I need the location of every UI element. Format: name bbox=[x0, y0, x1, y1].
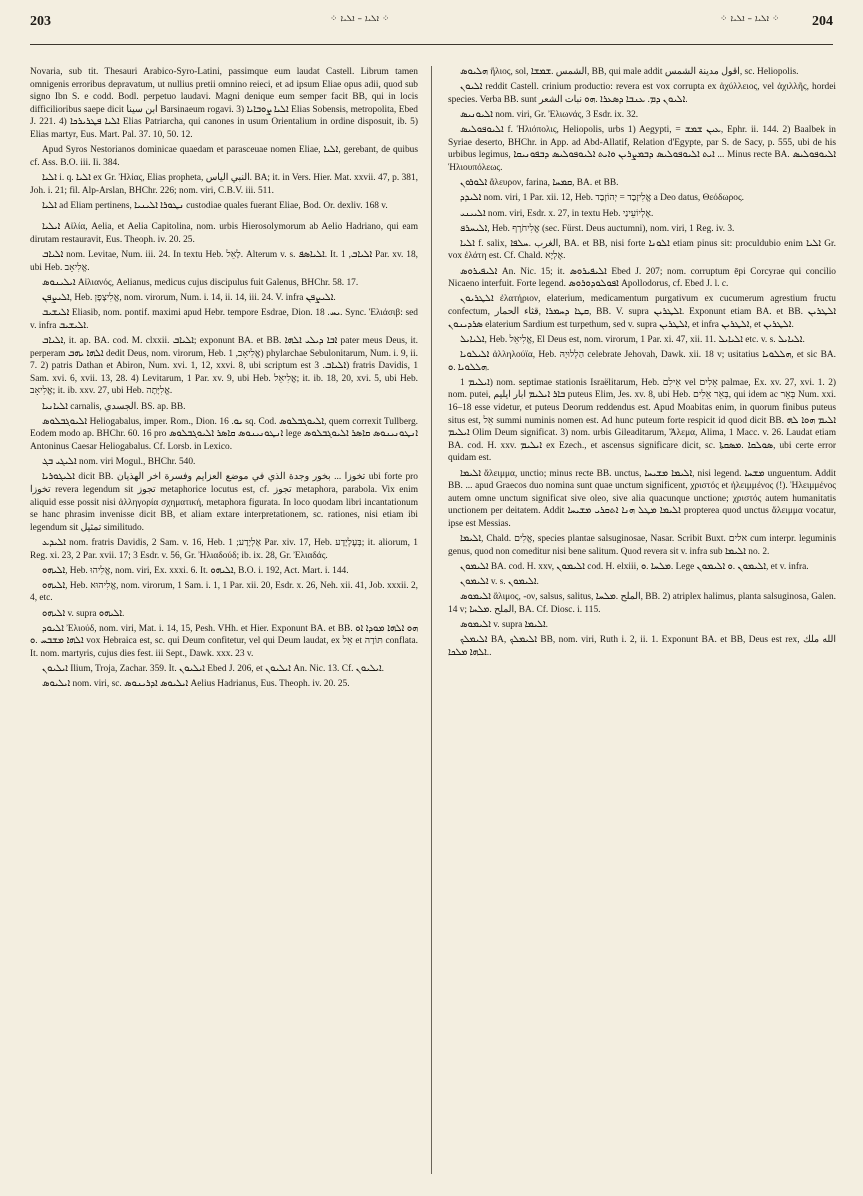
entry: ܐܠܝܓܝ ܒܓ nom. viri Mogul., BHChr. 540. bbox=[42, 457, 196, 468]
column-divider bbox=[431, 66, 432, 1174]
entry: ܐܠܛܪܝܘܢ ἐλατήριον, elaterium, medicamentum purgativum ex cucumerum agrestium fructu confectum, ܩܛܐ ܕܚܡܪܐ ,قثاء الحمار, BB. V. supra ܐܠܛܪܝܢ. Exponunt etiam BA. et BB. ܐܠܛܪܝܢ ܣܪܕܝܢܘܢ elaterium Sardium est turpethum, sed v. supra ܐܠܛܪܝܢ, et infra ܐܠܛܪܝܢ, et ܐܠܛܪܝܢ. bbox=[448, 294, 836, 330]
entry: ܐܠܝܐܝܠ, Heb. אֱלִיאֵל, El Deus est, nom. virorum, 1 Par. xi. 47, xii. 11. ܐܠܝܐܝܠ etc. v. s. ܐܠܝܐܝܠ. bbox=[460, 334, 805, 345]
entry: ܐܠܝܨܦܢ, Heb. אֱלִיצָפָן, nom. virorum, Num. i. 14, ii. 14, iii. 24. V. infra ܐܠܝܨܦܢ. bbox=[42, 293, 336, 304]
entry: ܐܠܝܐܒ nom. Levitae, Num. iii. 24. In textu Heb. לָאֵל. Alterum v. s. ܐܠܝܐܣܦ. It. ܐܠܝܐܒ, 1 Par. xv. 18, ubi Heb. אֱלִיאָב. bbox=[30, 250, 419, 273]
entry: ܐܠܝܐܢܝܐ carnalis, الجسدي. BS. ap. BB. bbox=[42, 401, 186, 412]
entry: ܐܠܝܚܪܦ, Heb. אֱלִיחֹרֶף (sec. Fürst. Deus auctumni), nom. viri, 1 Reg. iv. 3. bbox=[460, 223, 735, 234]
entry: ܐܠܝܕܕ nom. viri, 1 Par. xii. 12, Heb. אֱלִיזָבָד = יְהוֹזָבָד a Deo datus, Θεόδωρος. bbox=[460, 193, 745, 204]
entry: ܐܠܝܘܢܝܣ nom. viri, Gr. Ἐλιωνάς, 3 Esdr. ix. 32. bbox=[460, 109, 639, 120]
entry: ܐܝܠܝܘܢ Ilium, Troja, Zachar. 359. It. ܐܝܠܝܘܢ Ebed J. 206, et ܐܝܠܝܘܢ An. Nic. 13. Cf. ܐܝܠܝܘܢ. bbox=[42, 664, 384, 675]
entry: ܐܠܝܘܦܘܠܝܣ f. Ἡλιόπολις, Heliopolis, urbs 1) Aegypti, = ܥܝܢ ܫܡܫ, Ephr. ii. 144. 2) Baalbek in Syriae deserto, BHChr. in App. ad Abd-Allatif, Relation d'Egypte, par S. de Sacy, p. 555, ubi de his urbibus legimus, ܐܝܬ ܐܠܝܘܦܘܠܝܣ ܕܒܡܨܪܝܢ ܘܐܝܬ ܐܠܝܘܦܘܠܝܣ ܕܒܦܘܢܝܩܐ ... Minus recte BA. ܐܠܝܘܦܘܠܝܣ Ἡλιουπόλεως. bbox=[448, 125, 837, 173]
entry: ܐܠܝܡܘܣ ἅλιμος, -ον, salsus, salitus, الملح .ܡܠܚܐ, BB. 2) atriplex halimus, planta salsuginosa, Galen. 14 v; الملح .ܡܠܚܐ, BA. Cf. Diosc. i. 115. bbox=[448, 592, 837, 615]
entry: ܐܠܝܓܘܪܝܐ dicit BB. تخوزا ... بخور وجدة الذي في موضع العزايم وفسرة اخر الهذيان ubi forte pro تخوزا revera legendum sit تجوز metaphorice locutus est, cf. تجوز metaphora, parabola. Vix enim aliquid esse possit nisi ἀλληγορία σχηματική, metaphora figurata. In loco quodam libri incantationum se hanc phrasim invenisse dicit BB, et aliam extare interpretationem, sc. rationes, nisi etiam ibi legendum sit تمثيل similitudo. bbox=[30, 472, 418, 533]
entry: ܐܠܝܡܘܣ v. supra ܐܠܝܡܐ. bbox=[460, 620, 548, 631]
entry: ܐܠܝܗܘ, Heb. אֱלִיהוּא, nom. virorum, 1 Sam. i. 1, 1 Par. xii. 20, Esdr. x. 26, Neh. xii. 41, Job. xxxii. 2, 4, etc. bbox=[30, 580, 419, 604]
entry: ܗܠܝܘܣ ἥλιος, sol, الشمس .ܫܡܫܐ, BB, qui male addit اقول مدينة الشمس, sc. Heliopolis. bbox=[460, 67, 799, 77]
entry: ܐܠܝܦܝܪܘܣ An. Nic. 15; it. ܐܠܝܦܝܪܘܣ Ebed J. 207; nom. corruptum ēpi Corcyrae qui concilio Nicaeno interfuit. Forte legend. ܐܦܘܠܘܕܘܪܘܣ Apollodorus, cf. Ebed J. l. c. bbox=[448, 266, 836, 290]
entry: Apud Syros Nestorianos dominicae quaedam et parasceuae nomen Eliae, ܐܠܝܐ, gerebant, de quibus cf. Ass. B.O. iii. Ii. 384. bbox=[30, 145, 418, 168]
entry: ܐܠܝܐ i. q. ܐܠܝܐ ex Gr. Ἠλίας, Elias propheta, النبي الياس. BA; it. in Vers. Hier. Mat. xxvii. 47, p. 381, Joh. i. 21; fil. Alp-Arslan, BHChr. 226; nom. viri, C.B.V. iii. 511. bbox=[30, 172, 418, 196]
entry: ܐܠܝܘܓܒܠܘܣ Heliogabalus, imper. Rom., Dion. ܝܘ. 16 sq. Cod. ܐܠܝܘܓܒܠܘܣ, quem correxit Tullberg. Eodem modo ap. BHChr. 60. 16 pro ܐܢܛܘܢܝܢܘܣ ܩܐܣܪ ܐܠܝܘܓܒܠܘܣ lege ܐܢܛܘܢܝܢܘܣ ܩܐܣܪ ܐܠܝܘܓܒܠܘܣ Antoninus Caesar Heliogabalus. Cf. Lorsb. in Lexico. bbox=[30, 416, 418, 452]
entry: ܐܠܝܡܐ, Chald. אֱלִים, species plantae salsuginosae, Nasar. Scribit Buxt. אלים cum interpr. leguminis genus, quod non comeditur nisi bene salitum. Quod revera sit v. infra sub ܐܠܝܡܐ no. 2. bbox=[448, 534, 837, 557]
entry: Novaria, sub tit. Thesauri Arabico-Syro-Latini, passimque eum laudat Castell. Librum tamen omnigenis erroribus depravatum, ut nullius pretii omnino reieci, et ad ipsum Eliae opus adii, quod sub signo Ibn S. e codd. Bodl. perpetuo laudavi. Magni denique eum semper facit BB, qui in locis difficilioribus saepe dicit ابن سينا Barsinaeum rogavi. 3) ܐܠܝܐ ܨܘܒܐܝܐ Elias Sobensis, metropolita, Ebed J. 221. 4) ܐܠܝܐ ܦܛܪܝܪܟܐ Elias Patriarcha, qui canones in usum Orientalium in ordine disposuit, ib. 5) Elias martyr, Eus. Mart. Pal. 37. 10, 50. 12. bbox=[30, 67, 418, 140]
entry: ܐܠܝܐ f. salix, الغرب .ܚܠܦܐ, BA. et BB, nisi forte ܐܠܘܢܐ etiam pinus sit: proculdubio enim ܐܠܝܐ Gr. vox ἐλάτη est. Cf. Chald. אֶלְיָא. bbox=[448, 238, 836, 262]
page-header bbox=[30, 14, 833, 38]
entry: ܐܝܠܝܘܣ nom. viri, sc. ܐܝܠܝܘܣ ܐܕܪܝܢܘܣ Aelius Hadrianus, Eus. Theoph. iv. 20. 25. bbox=[42, 679, 350, 690]
right-running-head: ⁘ ܐܠܝܐ – ܐܠܝܐ ⁘ bbox=[720, 14, 780, 24]
entry: ܐܠܝܐܒ, it. ap. BA. cod. M. clxxii. ܐܠܝܐܒ; exponunt BA. et BB. ܐܒܐ ܕܝܠܝ ܐܠܗܐ pater meus Deus, it. perperam ܐܠܗܐ ܝܗܒ dedit Deus, nom. virorum, Heb. אֱלִיאָב, 1) phylarchae Sebulonitarum, Num. i. 9, ii. 7. 2) patris Dathan et Abiron, Num. xvi. 1, 12, xxvi. 8, ubi scriptum est ܐܠܝܐܒ. 3) fratris Davidis, 1 Sam. xvi. 6, xvii. 13, 28. 4) Levitarum, 1 Par. xv. 9, ubi Heb. אֱלִיאֵל; it. ib. 18, 20, xvi. 5, ubi Heb. אֱלִיאָב; it. ib. xxv. 27, ubi Heb. אֱלִיָּתָה. bbox=[30, 336, 419, 397]
entry: ܐܠܝܐ ad Eliam pertinens, ܢܛܘܪܐ ܐܠܝܢܝܐ custodiae quales fuerant Eliae, Bod. Or. dexliv. 168 v. bbox=[42, 200, 388, 211]
entry: ܐܠܝܘܕ Ἐλιούδ, nom. viri, Mat. i. 14, 15, Pesh. VHh. et Hier. Exponunt BA. et BB. ܗܘ ܐܠܗܐ ܡܘܕܐ ܐܘ ܐܠܗܐ ܡܫܒܚ .ܘ vox Hebraica est, sc. qui Deum confitetur, vel qui Deum laudat, ex אֵל et תּוֹדָה conflata. It. nom. martyris, cujus dies fest. iii Sept., Dawk. xxx. 23 v. bbox=[30, 623, 418, 660]
header-rule bbox=[30, 44, 833, 45]
entry: ܐܠܝܘܢ reddit Castell. crinium productio: revera est vox corrupta ex ἀχύλλειος, vel ἀχιλλῆς, hordei species. Verba BB. sunt ܐܠܝܘܢ ܕܡ. ܥܢܒܐ ܕܣܥܪܐ .ܗܘ نبات الشعر. bbox=[448, 82, 836, 105]
entry: ܐܠܝܕܥ nom. fratris Davidis, 2 Sam. v. 16, Heb. אֶלְיָדָע; 1 Par. xiv. 17, Heb. בְּעֶלְיָדָע; it. aliorum, 1 Reg. xi. 23, 2 Par. xvii. 17; 3 Esdr. v. 56, Gr. Ἠλιαδούδ; ib. ix. 28, Gr. Ἐλιαδάς. bbox=[30, 537, 418, 561]
entry: ܐܠܝܡܘܢ v. s. ܐܠܝܡܘܢ. bbox=[460, 577, 539, 588]
entry: ܐܠܝܝܢܝ nom. viri, Esdr. x. 27, in textu Heb. אֶלְיוֹעֵינַי. bbox=[460, 208, 654, 219]
entry: ܐܝܠܝܐ Αἰλία, Aelia, et Aelia Capitolina, nom. urbis Hierosolymorum ab Aelio Hadriano, qui eam dirutam restauravit, Eus. Theoph. iv. 20. 25. bbox=[30, 222, 418, 245]
entry: ܐܠܝܡܘܢ BA. cod. H. xxv, ܐܠܝܡܘܢ cod. H. elxiii, ܡܠܚܐ .ܘ. Lege ܐܠܝܡܘܢ .ܘ ܐܠܝܡܘܢ, et v. infra. bbox=[460, 561, 809, 572]
right-page-number: 204 bbox=[812, 14, 833, 29]
left-running-head: ⁘ ܐܠܝܐ – ܐܠܝܐ ⁘ bbox=[330, 14, 390, 24]
entry: ܐܠܝܡܠܟ BA, ܐܠܝܡܠܟ BB, nom. viri, Ruth i. 2, ii. 1. Exponunt BA. et BB, Deus est rex, الله ملك .ܐܠܗܐ ܡܠܟܐ. bbox=[448, 635, 836, 658]
entry: ܐܠܝܗܘ v. supra ܐܠܝܗܘ. bbox=[42, 608, 125, 619]
entry: ܐܝܠܝܢܘܣ Αἰλιανός, Aelianus, medicus cujus discipulus fuit Galenus, BHChr. 58. 17. bbox=[42, 277, 359, 288]
entry: ܐܝܠܝܡ 1) nom. septimae stationis Israëlitarum, Heb. אֵילִם vel אֵלִים palmae, Ex. xv. 27, xvi. 1. 2) nom. putei, ܒܐܪ ܐܝܠܝܡ ابار ايليم puteus Elim, Jes. xv. 8, ubi Heb. בְּאֵר אֵלִים, qui idem ac בְּאֵר Num. xxi. 16–18 esse videtur, et puteus Deorum reddendus est. Apud Moabitas enim, in quorum finibus puteus situs est, אֵל summi numinis nomen est. Ad hunc puteum forte respicit id quod dicit BB. ܐܠܝܡ ܗܘܐ ܠܗ ܐܝܠܝܡ Olim Deum significat. 3) nom. urbis Gileaditarum, Ἄλεμα, Alima, 1 Macc. v. 26. Laudat etiam BA. cod. H. xxv. ܐܝܠܝܡ ex Ezech., et ascensus significare dicit, sc. ܣܘܠܩܐ .ܡܣܩܬܐ, ubi certe error quidam est. bbox=[448, 377, 837, 464]
entry: ܐܠܝܗܘ, Heb. אֱלִיהוּ, nom. viri, Ex. xxxi. 6. It. ܐܠܝܗܘ, B.O. i. 192, Act. Mart. i. 144. bbox=[42, 565, 349, 576]
entry: ܐܠܝܡܐ ἄλειμμα, unctio; minus recte BB. unctus, ܐܠܝܡܐ ܡܫܝܚܐ, nisi legend. ܡܫܚܐ unguentum. Addit BB. ... apud Graecos duo nomina sunt quae unctum significent, χριστός et ἠλειμμένος (!). Ἠλειμμένος autem omne unctum significat sive oleo, sive alia quacunque unctione; χριστός autem humanitatis unctionem per deitatem. Addit ܐܠܝܡܐ ܡܛܠ ܗܢܐ ܐܬܩܪܝ ܡܫܝܚܐ propterea quod unctus ἄλειμμα vocatur, ipse est Messias. bbox=[448, 468, 837, 529]
left-column bbox=[30, 66, 418, 694]
entry: ܐܠܘܪܘܢ ἄλευρον, farina, ܩܡܚܐ, BA. et BB. bbox=[460, 178, 619, 189]
right-column bbox=[448, 66, 836, 662]
entry: ܐܠܝܫܝܒ Eliasib, nom. pontif. maximi apud Hebr. tempore Esdrae, Dion. ܝܚ. 18. Sync. Ἐλιάσιβ: sed v. infra ܐܠܝܫܝܒ. bbox=[30, 308, 418, 331]
entry: ܐܠܝܠܘܝܐ ἀλληλούϊα, Heb. הַלְלוּיָהּ celebrate Jehovah, Dawk. xii. 18 v; usitatius ܗܠܠܘܝܐ, et sic BA. ܗܠܠܘܝܐ .ܘ. bbox=[448, 350, 836, 373]
left-page-number: 203 bbox=[30, 14, 51, 29]
